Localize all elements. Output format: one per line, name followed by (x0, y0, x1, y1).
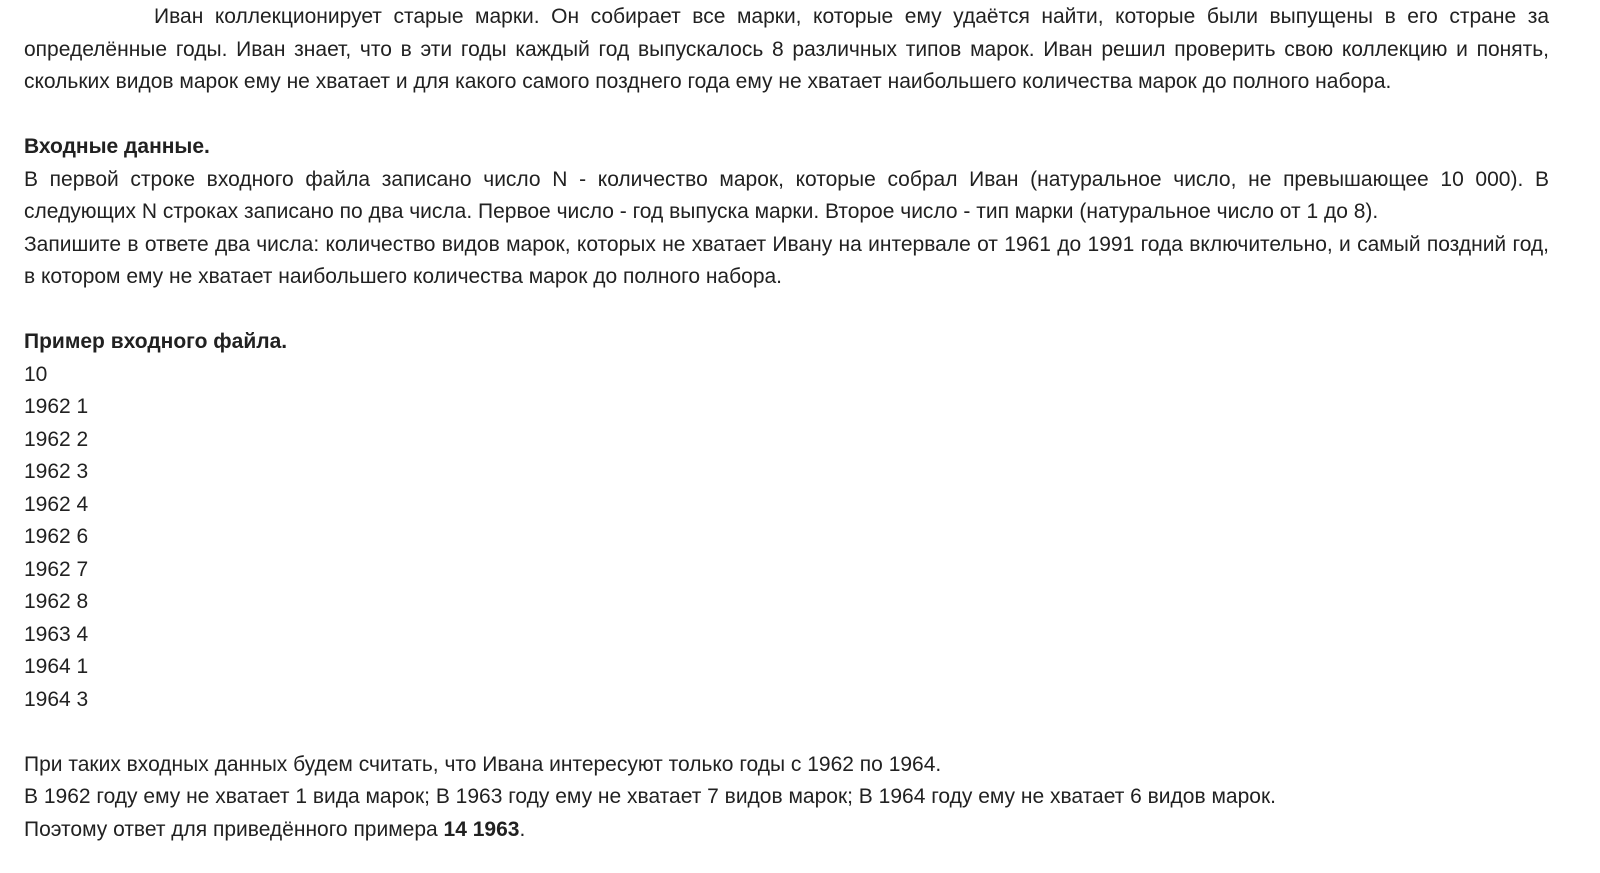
answer-prefix: Поэтому ответ для приведённого примера (24, 817, 444, 841)
answer-line (24, 814, 1549, 847)
example-line: 1962 8 (24, 590, 89, 613)
example-line: 1962 3 (24, 460, 89, 483)
example-heading: Пример входного файла. (24, 330, 288, 353)
answer-suffix: . (519, 817, 526, 841)
input-description: В первой строке входного файла записано число N - количество марок, которые собрал Иван (натуральное число, не превышающее 10 000). В следующих N строках записано по два числа. Первое число - год выпуска марки. Второе число - тип марки (натуральное число от 1 до 8). (24, 167, 1549, 223)
example-line: 1962 6 (24, 525, 89, 548)
task-description: Запишите в ответе два числа: количество видов марок, которых не хватает Ивану на интервале от 1961 до 1991 года включительно, и самый поздний год, в котором ему не хватает наибольшего количества марок до полного набора. (24, 232, 1549, 288)
example-line: 1962 1 (24, 395, 89, 418)
spacer (24, 716, 1549, 749)
answer-value: 14 1963 (443, 817, 520, 841)
example-line: 1962 7 (24, 557, 89, 581)
example-input (24, 359, 1549, 717)
spacer (24, 294, 1549, 327)
example-line: 1962 2 (24, 427, 89, 451)
problem-statement (24, 1, 1549, 846)
example-line: 1963 4 (24, 622, 89, 646)
example-line: 10 (24, 362, 48, 386)
example-line: 1962 4 (24, 492, 89, 516)
explanation-line: В 1962 году ему не хватает 1 вида марок; В 1963 году ему не хватает 7 видов марок; В 1964 году ему не хватает 6 видов марок. (24, 785, 1276, 808)
intro-paragraph: Иван коллекционирует старые марки. Он собирает все марки, которые ему удаётся найти, которые были выпущены в его стране за определённые годы. Иван знает, что в эти годы каждый год выпускалось 8 различных типов марок. Иван решил проверить свою коллекцию и понять, скольких видов марок ему не хватает и для какого самого позднего года ему не хватает наибольшего количества марок до полного набора. (24, 5, 1549, 93)
example-line: 1964 1 (24, 655, 89, 678)
example-line: 1964 3 (24, 687, 89, 711)
input-heading: Входные данные. (24, 135, 210, 158)
spacer (24, 99, 1549, 132)
explanation-line: При таких входных данных будем считать, что Ивана интересуют только годы с 1962 по 1964. (24, 752, 942, 776)
